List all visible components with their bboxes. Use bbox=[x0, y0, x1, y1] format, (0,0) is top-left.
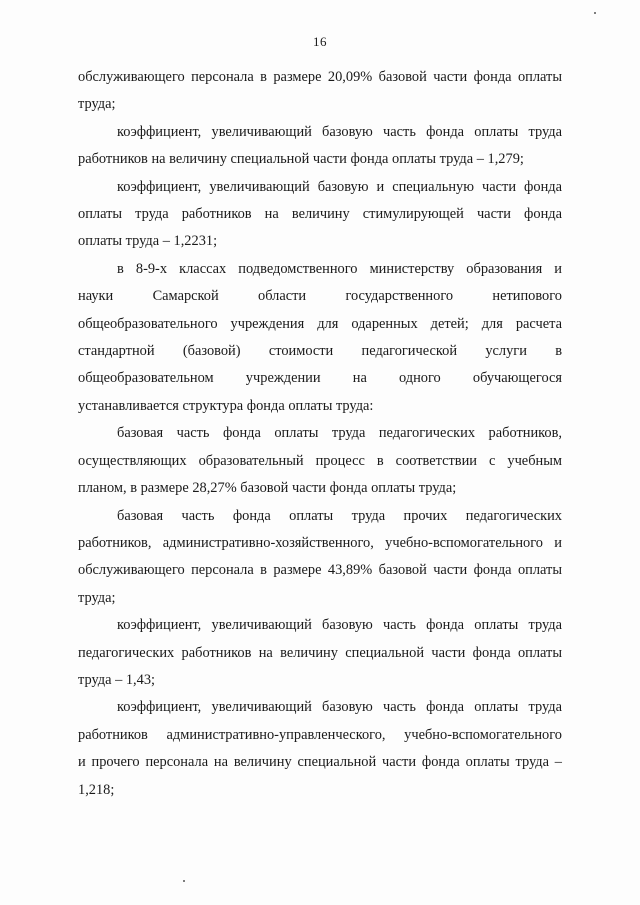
text-line: труда; bbox=[78, 589, 116, 606]
scan-speck bbox=[183, 880, 185, 882]
scan-speck bbox=[594, 12, 596, 14]
paragraph bbox=[78, 256, 562, 420]
text-line: коэффициент, увеличивающий базовую часть фонда оплаты труда bbox=[117, 617, 562, 634]
text-line: коэффициент, увеличивающий базовую часть фонда оплаты труда bbox=[117, 123, 562, 140]
text-line: обслуживающего персонала в размере 43,89% базовой части фонда оплаты bbox=[78, 562, 562, 579]
text-line: и прочего персонала на величину специальной части фонда оплаты труда – bbox=[78, 754, 562, 771]
paragraph bbox=[78, 64, 562, 119]
text-line: труда; bbox=[78, 96, 116, 113]
text-line: труда – 1,43; bbox=[78, 671, 156, 688]
page-number: 16 bbox=[313, 34, 327, 49]
text-line: коэффициент, увеличивающий базовую часть фонда оплаты труда bbox=[117, 699, 562, 716]
text-line: оплаты труда работников на величину стимулирующей части фонда bbox=[78, 206, 562, 223]
text-line: работников, административно-хозяйственного, учебно-вспомогательного и bbox=[78, 534, 562, 551]
text-line: базовая часть фонда оплаты труда педагогических работников, bbox=[117, 425, 562, 442]
text-line: педагогических работников на величину специальной части фонда оплаты bbox=[78, 644, 562, 661]
text-line: общеобразовательного учреждения для одаренных детей; для расчета bbox=[78, 315, 562, 332]
text-line: планом, в размере 28,27% базовой части фонда оплаты труда; bbox=[78, 480, 457, 497]
paragraph bbox=[78, 694, 562, 804]
paragraph bbox=[78, 420, 562, 502]
text-line: 1,218; bbox=[78, 781, 115, 798]
paragraph bbox=[78, 119, 562, 174]
text-line: обслуживающего персонала в размере 20,09% базовой части фонда оплаты bbox=[78, 69, 562, 85]
document-body bbox=[78, 64, 562, 804]
text-line: науки Самарской области государственного нетипового bbox=[78, 288, 562, 305]
text-line: устанавливается структура фонда оплаты труда: bbox=[78, 397, 374, 414]
paragraph bbox=[78, 503, 562, 613]
text-line: оплаты труда – 1,2231; bbox=[78, 233, 218, 250]
text-line: общеобразовательном учреждении на одного обучающегося bbox=[78, 370, 562, 387]
text-line: работников административно-управленческого, учебно-вспомогательного bbox=[78, 726, 562, 743]
text-line: осуществляющих образовательный процесс в соответствии с учебным bbox=[78, 452, 562, 469]
text-line: базовая часть фонда оплаты труда прочих педагогических bbox=[117, 507, 562, 524]
text-line: стандартной (базовой) стоимости педагогической услуги в bbox=[78, 343, 562, 360]
text-line: работников на величину специальной части фонда оплаты труда – 1,279; bbox=[78, 151, 524, 168]
paragraph bbox=[78, 612, 562, 694]
paragraph bbox=[78, 174, 562, 256]
text-line: коэффициент, увеличивающий базовую и специальную части фонда bbox=[117, 178, 562, 195]
text-line: в 8-9-х классах подведомственного министерству образования и bbox=[117, 260, 562, 277]
